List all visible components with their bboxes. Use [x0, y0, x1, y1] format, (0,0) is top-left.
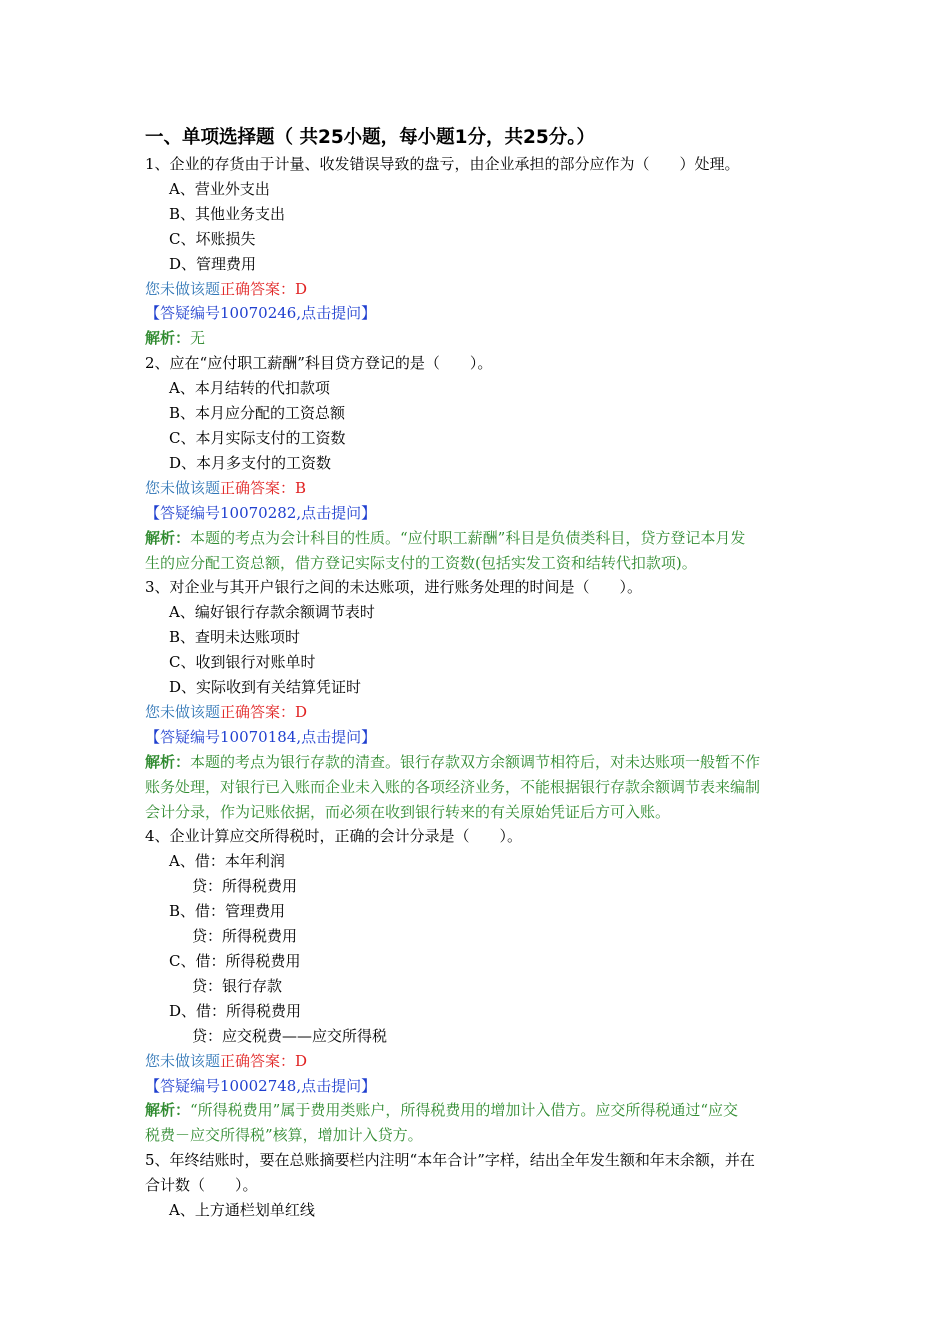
question-stem: 5、年终结账时，要在总账摘要栏内注明“本年合计”字样，结出全年发生额和年末余额，并在: [145, 1151, 755, 1170]
correct-answer-value: D: [295, 702, 308, 721]
option-c: C、坏账损失: [169, 229, 256, 248]
not-answered-label: 您未做该题: [145, 279, 221, 298]
option-b-debit: B、借：管理费用: [169, 902, 286, 921]
option-a-credit: 贷：所得税费用: [192, 877, 298, 896]
analysis: [145, 326, 813, 351]
not-answered-label: 您未做该题: [145, 1051, 221, 1070]
not-answered-label: 您未做该题: [145, 478, 221, 497]
question-2: [145, 351, 813, 575]
question-stem: 3、对企业与其开户银行之间的未达账项，进行账务处理的时间是（ ）。: [145, 578, 643, 597]
question-stem-cont: 合计数（ ）。: [145, 1176, 258, 1195]
question-3: [145, 575, 813, 824]
question-stem: 4、企业计算应交所得税时，正确的会计分录是（ ）。: [145, 827, 523, 846]
option-d: D、实际收到有关结算凭证时: [169, 678, 362, 697]
option-b-credit: 贷：所得税费用: [192, 927, 298, 946]
correct-answer-label: 正确答案：: [220, 478, 296, 497]
ask-question-link[interactable]: 【答疑编号10070282,点击提问】: [145, 503, 377, 522]
option-a: A、上方通栏划单红线: [169, 1201, 315, 1220]
ask-question-link[interactable]: 【答疑编号10002748,点击提问】: [145, 1076, 377, 1095]
option-d: D、管理费用: [169, 254, 257, 273]
option-b: B、本月应分配的工资总额: [169, 404, 346, 423]
analysis-text: 本题的考点为会计科目的性质。“应付职工薪酬”科目是负债类科目，贷方登记本月发: [190, 528, 746, 547]
analysis-label: 解析：: [145, 752, 191, 771]
analysis-label: 解析：: [145, 329, 191, 348]
ask-question-link[interactable]: 【答疑编号10070246,点击提问】: [145, 304, 377, 323]
answer-line: [145, 700, 813, 725]
analysis-label: 解析：: [145, 528, 191, 547]
analysis-text-cont: 生的应分配工资总额，借方登记实际支付的工资数(包括实发工资和结转代扣款项)。: [145, 553, 697, 572]
analysis-text-cont: 会计分录，作为记账依据，而必须在收到银行转来的有关原始凭证后方可入账。: [145, 802, 671, 821]
answer-line: [145, 277, 813, 302]
option-a-debit: A、借：本年利润: [169, 852, 285, 871]
correct-answer-label: 正确答案：: [220, 702, 296, 721]
option-a: A、本月结转的代扣款项: [169, 379, 330, 398]
analysis: [145, 526, 813, 551]
answer-line: [145, 476, 813, 501]
section-title: 一、单项选择题（ 共25小题，每小题1分，共25分。）: [145, 127, 596, 148]
analysis-text: 本题的考点为银行存款的清查。银行存款双方余额调节相符后，对未达账项一般暂不作: [190, 752, 761, 771]
analysis: [145, 750, 813, 775]
analysis-text-cont: 账务处理，对银行已入账而企业未入账的各项经济业务，不能根据银行存款余额调节表来编制: [145, 777, 761, 796]
option-d-credit: 贷：应交税费——应交所得税: [192, 1026, 388, 1045]
option-b: B、查明未达账项时: [169, 628, 301, 647]
option-d-debit: D、借：所得税费用: [169, 1001, 302, 1020]
question-5: [145, 1148, 813, 1223]
option-c: C、本月实际支付的工资数: [169, 428, 346, 447]
option-d: D、本月多支付的工资数: [169, 453, 332, 472]
answer-line: [145, 1049, 813, 1074]
analysis-text-cont: 税费－应交所得税”核算，增加计入贷方。: [145, 1126, 423, 1145]
ask-question-link[interactable]: 【答疑编号10070184,点击提问】: [145, 727, 377, 746]
analysis-text: 无: [190, 329, 206, 348]
correct-answer-value: B: [295, 478, 307, 497]
correct-answer-label: 正确答案：: [220, 1051, 296, 1070]
question-stem: 1、企业的存货由于计量、收发错误导致的盘亏，由企业承担的部分应作为（ ）处理。: [145, 155, 740, 173]
analysis: [145, 1098, 813, 1123]
option-c-debit: C、借：所得税费用: [169, 952, 301, 970]
not-answered-label: 您未做该题: [145, 702, 221, 721]
option-c: C、收到银行对账单时: [169, 653, 316, 672]
option-b: B、其他业务支出: [169, 204, 286, 223]
question-4: [145, 824, 813, 1148]
correct-answer-value: D: [295, 279, 308, 298]
option-a: A、营业外支出: [169, 179, 270, 198]
analysis-label: 解析：: [145, 1101, 191, 1120]
correct-answer-value: D: [295, 1051, 308, 1070]
option-a: A、编好银行存款余额调节表时: [169, 603, 375, 622]
question-1: [145, 152, 813, 351]
exam-content: [145, 124, 813, 1223]
option-c-credit: 贷：银行存款: [192, 976, 283, 995]
question-stem: 2、应在“应付职工薪酬”科目贷方登记的是（ ）。: [145, 354, 493, 373]
correct-answer-label: 正确答案：: [220, 279, 296, 298]
analysis-text: “所得税费用”属于费用类账户，所得税费用的增加计入借方。应交所得税通过“应交: [190, 1101, 739, 1120]
